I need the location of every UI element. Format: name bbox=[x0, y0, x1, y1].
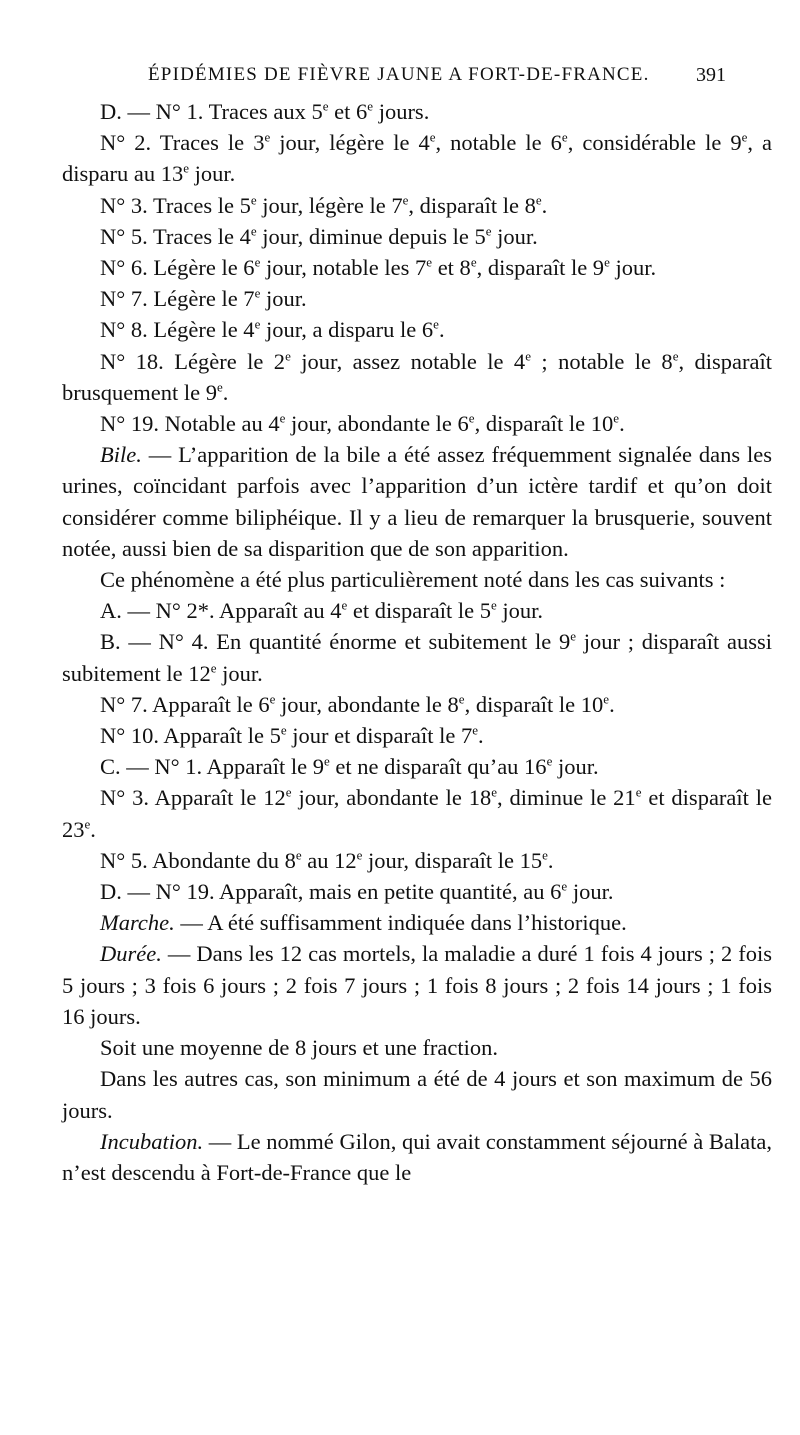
running-header bbox=[0, 64, 800, 92]
paragraph: N° 2. Traces le 3e jour, légère le 4e, notable le 6e, considérable le 9e, a disparu au 13e jour. bbox=[62, 129, 772, 187]
paragraph: C. — N° 1. Apparaît le 9e et ne disparaît qu’au 16e jour. bbox=[100, 753, 599, 780]
paragraph: Ce phénomène a été plus particulièrement noté dans les cas suivants : bbox=[100, 567, 726, 593]
running-title: ÉPIDÉMIES DE FIÈVRE JAUNE A FORT-DE-FRANCE. bbox=[148, 64, 650, 85]
paragraph: A. — N° 2*. Apparaît au 4e et disparaît le 5e jour. bbox=[100, 597, 543, 624]
paragraph: N° 7. Légère le 7e jour. bbox=[100, 285, 307, 312]
paragraph: N° 19. Notable au 4e jour, abondante le 6e, disparaît le 10e. bbox=[100, 410, 625, 437]
paragraph: D. — N° 1. Traces aux 5e et 6e jours. bbox=[100, 98, 430, 124]
paragraph: N° 3. Apparaît le 12e jour, abondante le 18e, diminue le 21e et disparaît le 23e. bbox=[62, 784, 773, 842]
paragraph: N° 5. Abondante du 8e au 12e jour, disparaît le 15e. bbox=[100, 847, 554, 873]
paragraph: Marche. — A été suffisamment indiquée dans l’historique. bbox=[100, 910, 627, 936]
paragraph: Dans les autres cas, son minimum a été de 4 jours et son maximum de 56 jours. bbox=[62, 1066, 772, 1123]
paragraph: B. — N° 4. En quantité énorme et subitement le 9e jour ; disparaît aussi subitement le 12e jour. bbox=[62, 628, 772, 686]
paragraph: Bile. — L’apparition de la bile a été assez fréquemment signalée dans les urines, coïncidant parfois avec l’apparition d’un ictère tardif et qu’on doit considérer comme biliphéique. Il y a lieu de remarquer la brusquerie, souvent notée, aussi bien de sa disparition que de son apparition. bbox=[62, 442, 772, 561]
paragraph: N° 7. Apparaît le 6e jour, abondante le 8e, disparaît le 10e. bbox=[100, 691, 615, 717]
paragraph: N° 5. Traces le 4e jour, diminue depuis le 5e jour. bbox=[100, 223, 538, 249]
paragraph: Soit une moyenne de 8 jours et une fraction. bbox=[100, 1035, 499, 1061]
paragraph: N° 6. Légère le 6e jour, notable les 7e et 8e, disparaît le 9e jour. bbox=[100, 254, 657, 281]
paragraph: Incubation. — Le nommé Gilon, qui avait constamment séjourné à Balata, n’est descendu à Fort-de-France que le bbox=[62, 1128, 772, 1185]
paragraph: N° 18. Légère le 2e jour, assez notable le 4e ; notable le 8e, disparaît brusquement le 9e. bbox=[62, 348, 773, 405]
paragraph: N° 8. Légère le 4e jour, a disparu le 6e. bbox=[100, 316, 445, 343]
paragraph: D. — N° 19. Apparaît, mais en petite quantité, au 6e jour. bbox=[100, 878, 614, 905]
body-text bbox=[62, 96, 772, 1188]
paragraph: Durée. — Dans les 12 cas mortels, la maladie a duré 1 fois 4 jours ; 2 fois 5 jours ; 3 fois 6 jours ; 2 fois 7 jours ; 1 fois 8 jours ; 2 fois 14 jours ; 1 fois 16 jours. bbox=[62, 941, 772, 1029]
page-number: 391 bbox=[696, 64, 726, 86]
paragraph: N° 3. Traces le 5e jour, légère le 7e, disparaît le 8e. bbox=[100, 192, 548, 218]
paragraph: N° 10. Apparaît le 5e jour et disparaît le 7e. bbox=[100, 722, 484, 749]
